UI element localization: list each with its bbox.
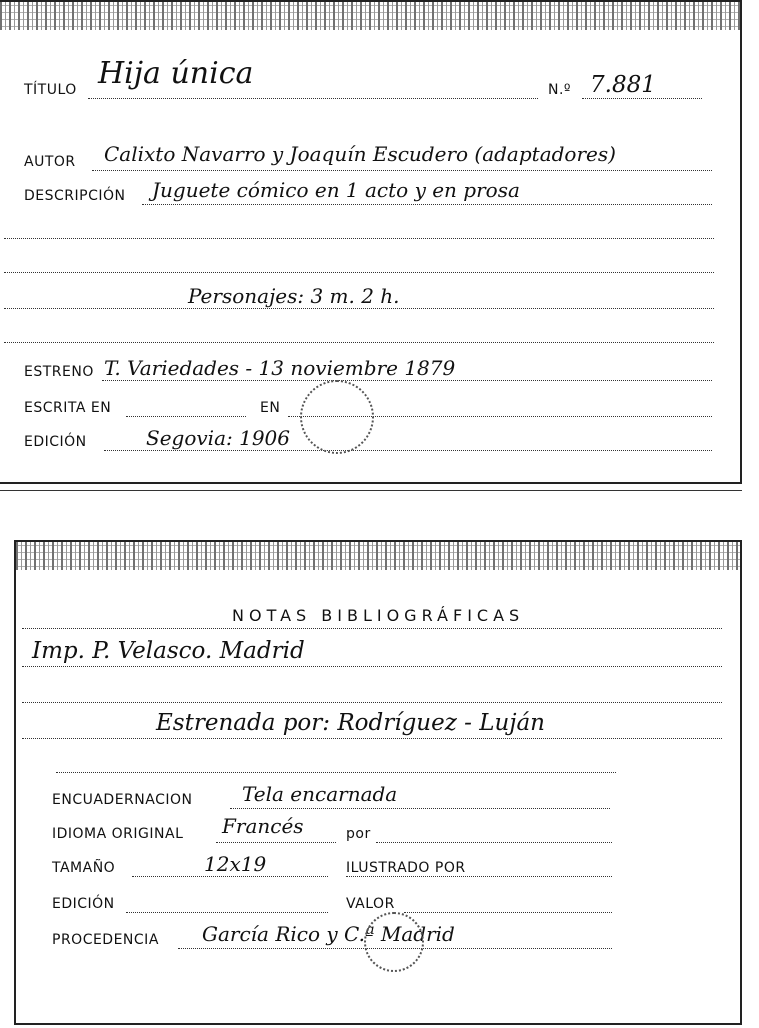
tamano-value: 12x19	[204, 852, 267, 876]
library-stamp	[364, 912, 424, 972]
notes-line-4	[22, 738, 722, 739]
catalog-card-front	[0, 0, 742, 484]
valor-label: VALOR	[346, 896, 395, 912]
personajes-value: Personajes: 3 m. 2 h.	[188, 284, 400, 308]
escrita-en-line	[126, 416, 246, 417]
por-line	[376, 842, 612, 843]
note-estrenada: Estrenada por: Rodríguez - Luján	[156, 710, 545, 736]
notas-heading: NOTAS BIBLIOGRÁFICAS	[232, 606, 525, 625]
edicion-line	[104, 450, 712, 451]
numero-label: N.º	[548, 82, 572, 98]
scan-noise-top	[16, 542, 740, 570]
ilustrado-line	[346, 876, 612, 877]
estreno-value: T. Variedades - 13 noviembre 1879	[104, 356, 456, 380]
edicion2-label: EDICIÓN	[52, 896, 115, 912]
notes-line-1	[22, 628, 722, 629]
scan-noise-top	[0, 2, 740, 30]
encuadernacion-label: ENCUADERNACION	[52, 792, 193, 808]
titulo-value: Hija única	[98, 56, 254, 91]
tamano-label: TAMAÑO	[52, 860, 116, 876]
estreno-label: ESTRENO	[24, 364, 94, 380]
edicion-value: Segovia: 1906	[146, 426, 290, 450]
edicion-label: EDICIÓN	[24, 434, 87, 450]
autor-line	[92, 170, 712, 171]
idioma-value: Francés	[222, 814, 304, 838]
encuadernacion-line	[230, 808, 610, 809]
blank-line-4	[4, 342, 714, 343]
titulo-line	[88, 98, 538, 99]
numero-line	[582, 98, 702, 99]
ilustrado-por-label: ILUSTRADO POR	[346, 860, 466, 876]
idioma-original-label: IDIOMA ORIGINAL	[52, 826, 184, 842]
descripcion-label: DESCRIPCIÓN	[24, 188, 126, 204]
edicion2-line	[126, 912, 328, 913]
blank-line-2	[4, 272, 714, 273]
procedencia-label: PROCEDENCIA	[52, 932, 159, 948]
idioma-line	[216, 842, 336, 843]
descripcion-value: Juguete cómico en 1 acto y en prosa	[152, 178, 520, 202]
numero-value: 7.881	[590, 72, 656, 98]
estreno-line	[102, 380, 712, 381]
encuadernacion-value: Tela encarnada	[242, 782, 398, 806]
notes-line-5	[56, 772, 616, 773]
autor-label: AUTOR	[24, 154, 76, 170]
tamano-line	[132, 876, 328, 877]
valor-line	[404, 912, 612, 913]
blank-line-3	[4, 308, 714, 309]
escrita-en-label: ESCRITA EN	[24, 400, 112, 416]
en-label: EN	[260, 400, 281, 416]
por-label: por	[346, 826, 371, 842]
notes-line-3	[22, 702, 722, 703]
notes-line-2	[22, 666, 722, 667]
blank-line-1	[4, 238, 714, 239]
note-imprenta: Imp. P. Velasco. Madrid	[32, 638, 305, 664]
autor-value: Calixto Navarro y Joaquín Escudero (adaptadores)	[104, 142, 616, 166]
library-stamp	[300, 380, 374, 454]
catalog-card-back	[14, 540, 742, 1025]
titulo-label: TÍTULO	[24, 82, 77, 98]
separator-line	[0, 490, 742, 491]
procedencia-value: García Rico y C.ª Madrid	[202, 922, 455, 946]
descripcion-line	[142, 204, 712, 205]
